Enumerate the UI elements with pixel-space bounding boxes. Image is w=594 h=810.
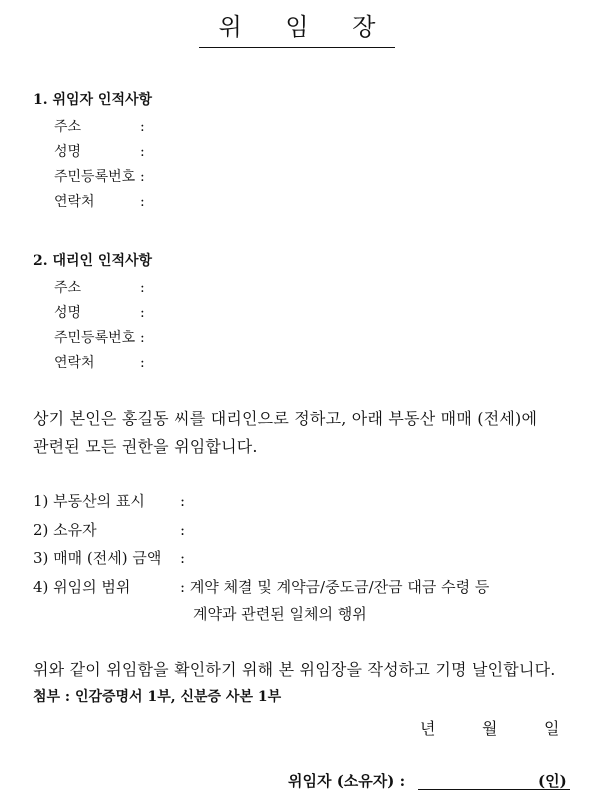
item-amount (33, 548, 185, 568)
section1-heading: 1. 위임자 인적사항 (33, 92, 153, 108)
field-label: 주민등록번호 (54, 330, 136, 346)
item-label: 2) 소유자 (33, 521, 97, 539)
signature-label: 위임자 (소유자) : (288, 772, 406, 790)
section2-name-row (54, 304, 145, 322)
date-month: 월 (482, 719, 498, 738)
field-colon: : (140, 194, 145, 210)
field-colon: : (140, 280, 145, 296)
field-label: 연락처 (54, 355, 95, 371)
statement-line-1: 상기 본인은 홍길동 씨를 대리인으로 정하고, 아래 부동산 매매 (전세)에 (33, 409, 538, 428)
field-label: 주소 (54, 119, 82, 135)
item-label: 4) 위임의 범위 (33, 578, 131, 596)
statement-line-2: 관련된 모든 권한을 위임합니다. (33, 437, 258, 456)
attachment-note: 첨부 : 인감증명서 1부, 신분증 사본 1부 (33, 689, 282, 705)
field-colon: : (140, 355, 145, 371)
seal-mark: (인) (538, 772, 567, 790)
item-label: 1) 부동산의 표시 (33, 492, 145, 510)
field-colon: : (140, 119, 145, 135)
item-value: : (180, 492, 186, 510)
item-value: : (180, 521, 186, 539)
item-owner (33, 520, 185, 540)
section1-id-row (54, 168, 145, 186)
section1-contact-row (54, 193, 145, 211)
field-colon: : (140, 305, 145, 321)
item-value: : 계약 체결 및 계약금/중도금/잔금 대금 수령 등 (180, 578, 490, 596)
field-colon: : (140, 144, 145, 160)
field-label: 주소 (54, 280, 82, 296)
section2-contact-row (54, 354, 145, 372)
date-day: 일 (544, 719, 560, 738)
field-label: 연락처 (54, 194, 95, 210)
item-scope (33, 577, 489, 597)
item-label: 3) 매매 (전세) 금액 (33, 549, 162, 567)
field-colon: : (140, 169, 145, 185)
item-property (33, 491, 185, 511)
item-scope-continuation: 계약과 관련된 일체의 행위 (193, 605, 367, 623)
section2-heading: 2. 대리인 인적사항 (33, 253, 153, 269)
section1-name-row (54, 143, 145, 161)
field-colon: : (140, 330, 145, 346)
field-label: 성명 (54, 305, 82, 321)
section1-address-row (54, 118, 145, 136)
field-label: 성명 (54, 144, 82, 160)
field-label: 주민등록번호 (54, 169, 136, 185)
document-title: 위 임 장 (199, 10, 396, 48)
item-value: : (180, 549, 186, 567)
closing-statement: 위와 같이 위임함을 확인하기 위해 본 위임장을 작성하고 기명 날인합니다. (33, 660, 556, 679)
date-year: 년 (420, 719, 436, 738)
section2-id-row (54, 329, 145, 347)
section2-address-row (54, 279, 145, 297)
document-title-container (0, 10, 594, 48)
